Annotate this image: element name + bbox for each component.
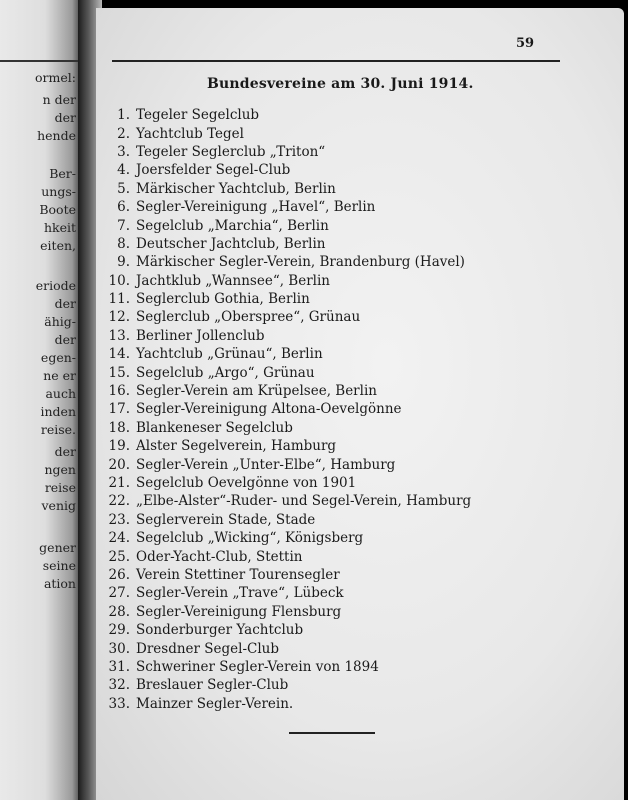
club-name: Dresdner Segel-Club: [136, 640, 279, 657]
club-list-item: [106, 511, 471, 529]
previous-page-line: ungs-: [41, 184, 76, 199]
club-name: Tegeler Segelclub: [136, 107, 260, 124]
club-number: 6.: [117, 199, 130, 216]
club-list-item: [106, 143, 471, 161]
previous-page-line: eriode: [35, 278, 76, 293]
club-number: 20.: [108, 456, 130, 473]
club-name: Segler-Verein am Krüpelsee, Berlin: [136, 383, 377, 400]
club-name: Jachtklub „Wannsee“, Berlin: [136, 272, 331, 289]
previous-page-line: der: [54, 110, 76, 125]
club-number: 9.: [117, 254, 130, 271]
previous-page-line: Boote: [39, 202, 76, 217]
club-list-item: [106, 492, 471, 510]
previous-page-line: hende: [37, 128, 76, 143]
club-list-item: [106, 437, 471, 455]
club-list-item: [106, 180, 471, 198]
club-name: Segler-Verein „Unter-Elbe“, Hamburg: [136, 456, 396, 473]
club-number: 3.: [117, 143, 130, 160]
club-list-item: [106, 124, 471, 142]
club-list-item: [106, 547, 471, 565]
club-number: 2.: [117, 125, 130, 142]
club-number: 10.: [108, 272, 130, 289]
club-list-item: [106, 658, 471, 676]
previous-page-line: ne er: [43, 368, 76, 383]
club-name: Segler-Vereinigung Altona-Oevelgönne: [136, 401, 402, 418]
previous-page-line: n der: [42, 92, 76, 107]
previous-page-line: auch: [45, 386, 76, 401]
club-name: Segelclub „Wicking“, Königsberg: [136, 530, 364, 547]
club-number: 4.: [117, 162, 130, 179]
club-name: Seglerverein Stade, Stade: [136, 511, 316, 528]
club-name: Sonderburger Yachtclub: [136, 622, 304, 639]
club-list-item: [106, 529, 471, 547]
club-list-item: [106, 216, 471, 234]
club-number: 11.: [108, 291, 130, 308]
club-number: 22.: [108, 493, 130, 510]
club-number: 27.: [108, 585, 130, 602]
club-number: 1.: [117, 107, 130, 124]
club-name: Mainzer Segler-Verein.: [136, 695, 294, 712]
previous-page-line: reise: [44, 480, 76, 495]
club-name: Märkischer Yachtclub, Berlin: [136, 180, 336, 197]
club-number: 15.: [108, 364, 130, 381]
club-number: 8.: [117, 235, 130, 252]
club-list-item: [106, 363, 471, 381]
club-name: „Elbe-Alster“-Ruder- und Segel-Verein, Hamburg: [136, 493, 472, 510]
club-number: 30.: [108, 640, 130, 657]
club-list-item: [106, 455, 471, 473]
club-number: 14.: [108, 346, 130, 363]
club-number: 24.: [108, 530, 130, 547]
page-number: 59: [516, 36, 535, 51]
club-list-item: [106, 474, 471, 492]
previous-page-line: Ber-: [49, 166, 76, 181]
previous-page-line: gener: [39, 540, 76, 555]
club-list-item: [106, 566, 471, 584]
club-number: 13.: [108, 327, 130, 344]
previous-page-line: egen-: [40, 350, 76, 365]
club-list-item: [106, 327, 471, 345]
club-number: 21.: [108, 475, 130, 491]
club-number: 25.: [108, 548, 130, 565]
club-list-item: [106, 584, 471, 602]
club-number: 29.: [108, 622, 130, 639]
page-heading: Bundesvereine am 30. Juni 1914.: [207, 76, 474, 92]
club-list-item: [106, 161, 471, 179]
club-number: 28.: [108, 603, 130, 620]
previous-page-line: venig: [41, 498, 76, 513]
club-number: 7.: [117, 217, 130, 234]
club-list-item: [106, 603, 471, 621]
club-list-item: [106, 290, 471, 308]
club-name: Yachtclub Tegel: [136, 125, 244, 142]
previous-page-line: seine: [42, 558, 76, 573]
club-name: Oder-Yacht-Club, Stettin: [136, 548, 303, 565]
club-name: Seglerclub „Oberspree“, Grünau: [136, 309, 361, 326]
club-name: Segelclub „Marchia“, Berlin: [136, 217, 329, 234]
club-name: Segler-Vereinigung Flensburg: [136, 603, 342, 620]
club-name: Verein Stettiner Tourensegler: [136, 566, 340, 583]
club-name: Märkischer Segler-Verein, Brandenburg (Havel): [136, 254, 465, 271]
club-number: 16.: [108, 383, 130, 400]
previous-page-line: inden: [40, 404, 76, 419]
club-number: 5.: [117, 180, 130, 197]
end-rule: [289, 732, 375, 734]
club-list-item: [106, 235, 471, 253]
club-list-item: [106, 419, 471, 437]
club-number: 12.: [108, 309, 130, 326]
club-list-item: [106, 345, 471, 363]
club-name: Alster Segelverein, Hamburg: [136, 438, 337, 455]
club-name: Segelclub Oevelgönne von 1901: [136, 475, 357, 491]
club-list-item: [106, 382, 471, 400]
club-number: 18.: [108, 419, 130, 436]
club-name: Yachtclub „Grünau“, Berlin: [136, 346, 323, 363]
club-name: Breslauer Segler-Club: [136, 677, 289, 694]
club-list-item: [106, 676, 471, 694]
club-list-item: [106, 106, 471, 124]
club-list-item: [106, 308, 471, 326]
header-rule: [112, 60, 560, 62]
club-number: 19.: [108, 438, 130, 455]
previous-page-line: eiten,: [40, 238, 76, 253]
previous-page-line: ation: [43, 576, 76, 591]
previous-page-line: der: [54, 332, 76, 347]
club-list-item: [106, 400, 471, 418]
club-number: 31.: [108, 658, 130, 675]
previous-page-line: ngen: [44, 462, 76, 477]
previous-page-line: ähig-: [44, 314, 76, 329]
club-name: Segelclub „Argo“, Grünau: [136, 364, 315, 381]
main-page: [96, 8, 624, 800]
club-name: Berliner Jollenclub: [136, 327, 265, 344]
club-list-item: [106, 695, 471, 713]
club-name: Joersfelder Segel-Club: [136, 162, 291, 179]
previous-page: [0, 0, 82, 800]
club-name: Deutscher Jachtclub, Berlin: [136, 235, 326, 252]
club-list: [106, 106, 471, 713]
club-list-item: [106, 621, 471, 639]
club-name: Tegeler Seglerclub „Triton“: [136, 143, 326, 160]
club-number: 23.: [108, 511, 130, 528]
club-list-item: [106, 639, 471, 657]
club-list-item: [106, 253, 471, 271]
club-list-item: [106, 272, 471, 290]
club-name: Schweriner Segler-Verein von 1894: [136, 658, 379, 675]
club-name: Blankeneser Segelclub: [136, 419, 293, 436]
club-name: Seglerclub Gothia, Berlin: [136, 291, 310, 308]
club-number: 17.: [108, 401, 130, 418]
club-name: Segler-Verein „Trave“, Lübeck: [136, 585, 344, 602]
previous-page-line: hkeit: [43, 220, 76, 235]
club-number: 33.: [108, 695, 130, 712]
club-list-item: [106, 198, 471, 216]
previous-page-line: ormel:: [35, 70, 76, 85]
previous-page-line: reise.: [40, 422, 76, 437]
club-number: 26.: [108, 566, 130, 583]
club-name: Segler-Vereinigung „Havel“, Berlin: [136, 199, 376, 216]
club-number: 32.: [108, 677, 130, 694]
previous-page-line: der: [54, 296, 76, 311]
previous-page-rule: [0, 60, 78, 62]
previous-page-line: der: [54, 444, 76, 459]
